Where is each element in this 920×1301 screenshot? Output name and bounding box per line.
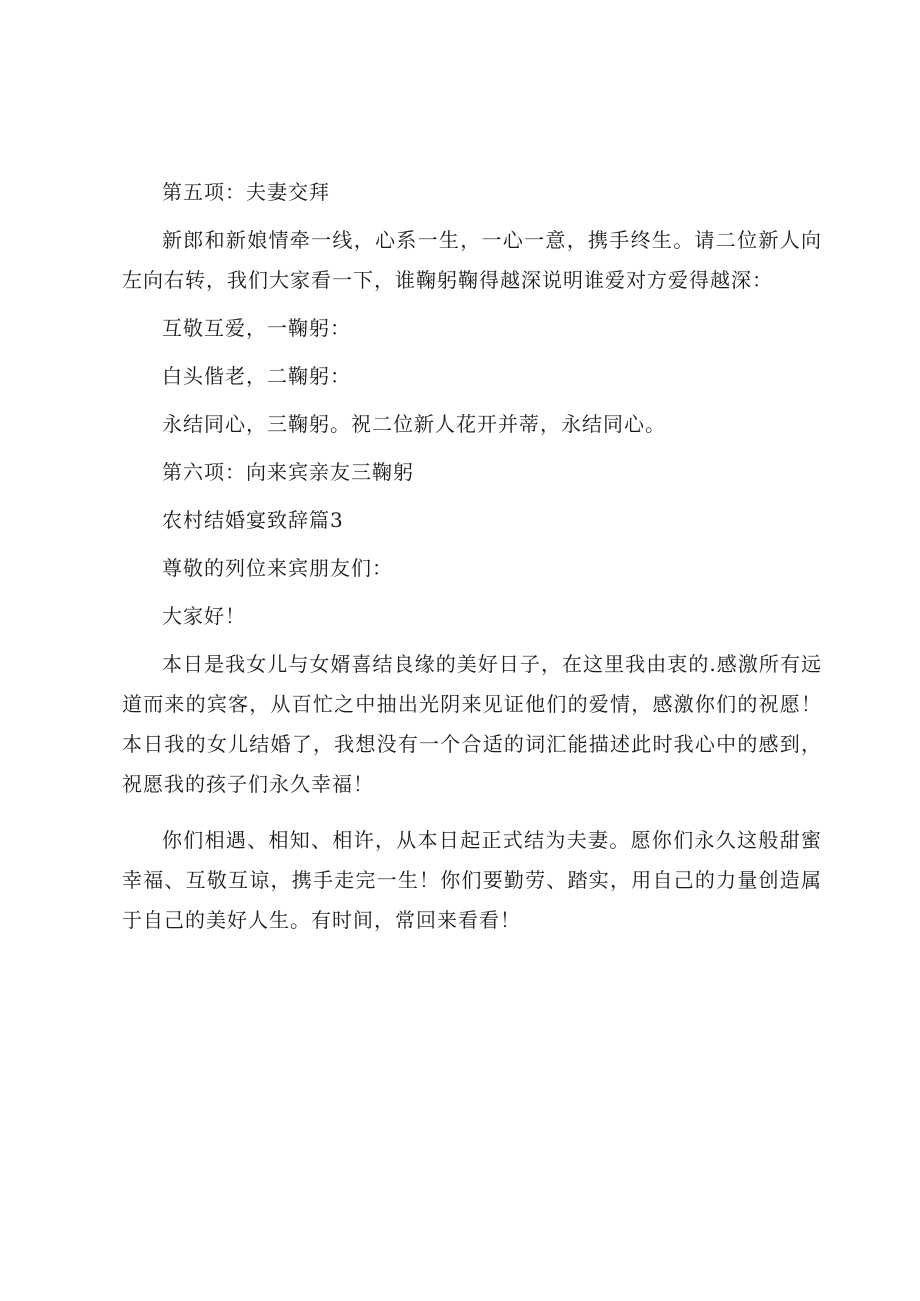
section-heading: 农村结婚宴致辞篇3 <box>162 508 344 532</box>
paragraph-vows: 新郎和新娘情牵一线，心系一生，一心一意，携手终生。请二位新人向左向右转，我们大家看一下，谁鞠躬鞠得越深说明谁爱对方爱得越深： <box>122 228 822 292</box>
paragraph-blessing: 你们相遇、相知、相许，从本日起正式结为夫妻。愿你们永久这般甜蜜幸福、互敬互谅，携手走完一生！你们要勤劳、踏实，用自己的力量创造属于自己的美好人生。有时间，常回来看看！ <box>122 828 822 932</box>
paragraph-speech-body: 本日是我女儿与女婿喜结良缘的美好日子，在这里我由衷的.感激所有远道而来的宾客，从百忙之中抽出光阴来见证他们的爱情，感激你们的祝愿！本日我的女儿结婚了，我想没有一个合适的词汇能描述此时我心中的感到，祝愿我的孩子们永久幸福！ <box>122 652 822 796</box>
paragraph-greeting: 大家好！ <box>162 604 246 628</box>
paragraph-step-five: 第五项：夫妻交拜 <box>162 180 330 204</box>
paragraph-bow-three: 永结同心，三鞠躬。祝二位新人花开并蒂，永结同心。 <box>162 412 666 436</box>
document-body <box>122 172 822 940</box>
paragraph-step-six: 第六项：向来宾亲友三鞠躬 <box>162 460 414 484</box>
paragraph-salutation: 尊敬的列位来宾朋友们： <box>162 556 393 580</box>
paragraph-bow-one: 互敬互爱，一鞠躬： <box>162 316 351 340</box>
paragraph-bow-two: 白头偕老，二鞠躬： <box>162 364 351 388</box>
